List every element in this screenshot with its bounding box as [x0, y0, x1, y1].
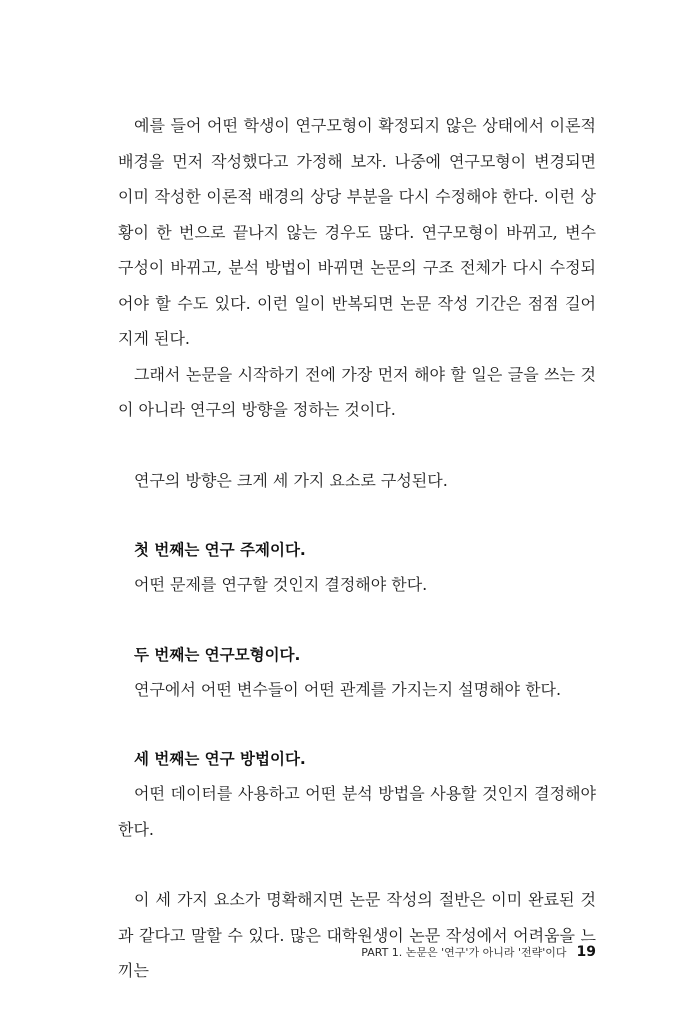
paragraph: 예를 들어 어떤 학생이 연구모형이 확정되지 않은 상태에서 이론적 배경을 먼저 작성했다고 가정해 보자. 나중에 연구모형이 변경되면 이미 작성한 이론적 배경의 상당 부분을 다시 수정해야 한다. 이런 상황이 한 번으로 끝나지 않는 경우도 많다. 연구모형이 바뀌고, 변수 구성이 바뀌고, 분석 방법이 바뀌면 논문의 구조 전체가 다시 수정되어야 할 수도 있다. 이런 일이 반복되면 논문 작성 기간은 점점 길어지게 된다. [118, 116, 596, 348]
spacer [118, 707, 596, 742]
item-heading: 두 번째는 연구모형이다. [134, 645, 301, 664]
page-footer [361, 944, 596, 960]
spacer [118, 847, 596, 882]
item-text: 연구에서 어떤 변수들이 어떤 관계를 가지는지 설명해야 한다. [134, 679, 562, 699]
item-text: 어떤 문제를 연구할 것인지 결정해야 한다. [134, 575, 428, 594]
page-number: 19 [576, 944, 596, 960]
spacer [118, 603, 596, 638]
spacer [118, 498, 596, 533]
item-text: 어떤 데이터를 사용하고 어떤 분석 방법을 사용할 것인지 결정해야 한다. [118, 784, 596, 839]
running-title: PART 1. 논문은 '연구'가 아니라 '전략'이다 [361, 946, 567, 959]
paragraph: 연구의 방향은 크게 세 가지 요소로 구성된다. [134, 470, 448, 490]
item-heading: 세 번째는 연구 방법이다. [134, 750, 306, 768]
spacer [118, 428, 596, 463]
paragraph: 이 세 가지 요소가 명확해지면 논문 작성의 절반은 이미 완료된 것과 같다고 말할 수 있다. 많은 대학원생이 논문 작성에서 어려움을 느끼는 [118, 890, 596, 980]
paragraph: 그래서 논문을 시작하기 전에 가장 먼저 해야 할 일은 글을 쓰는 것이 아니라 연구의 방향을 정하는 것이다. [118, 364, 596, 419]
body-text [118, 108, 596, 989]
item-heading: 첫 번째는 연구 주제이다. [134, 541, 306, 559]
